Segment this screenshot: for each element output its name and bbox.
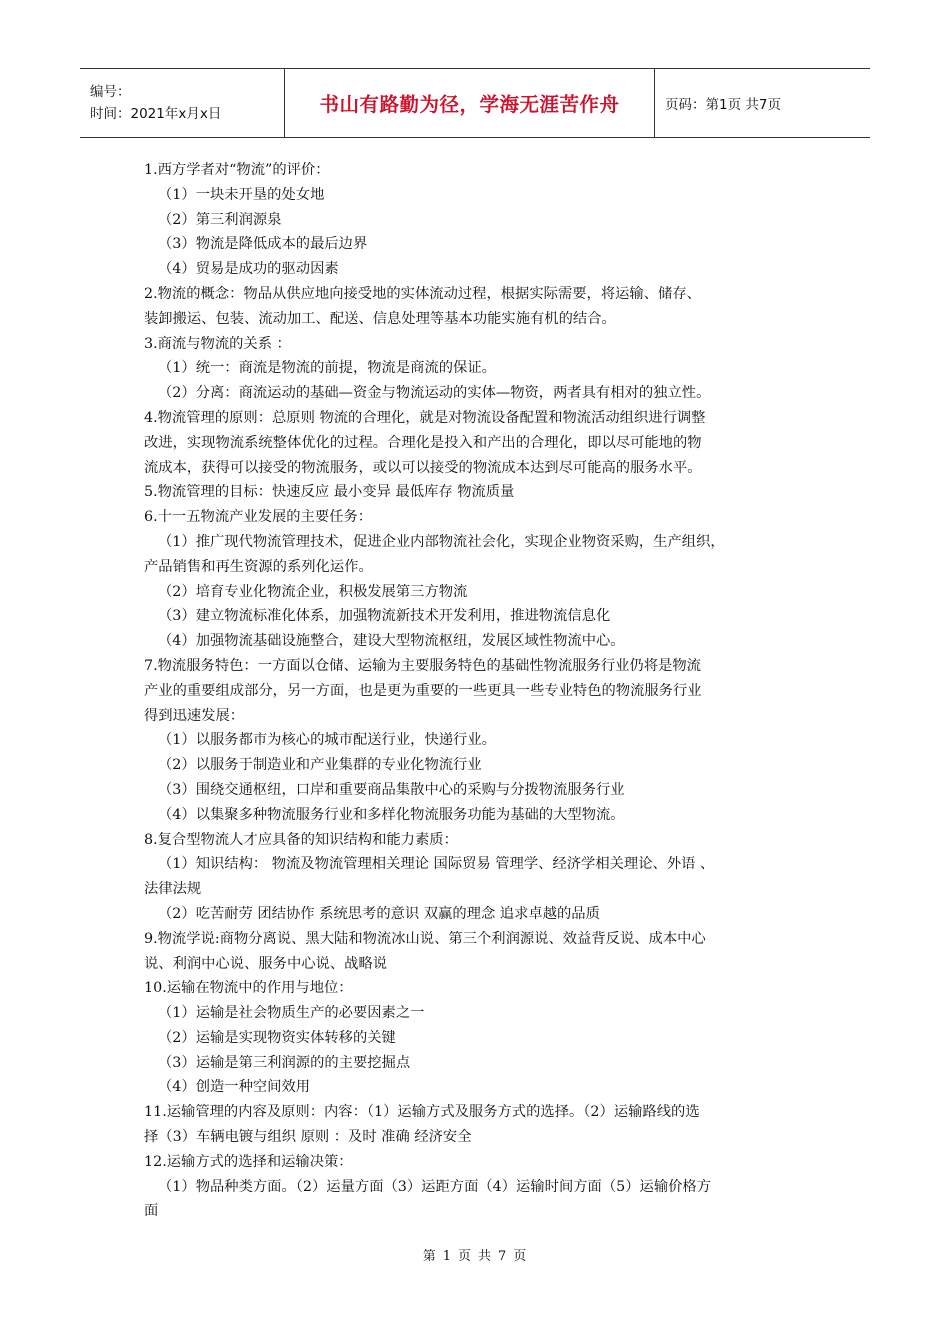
list-item: （1）以服务都市为核心的城市配送行业，快递行业。 [158, 732, 496, 749]
list-item: （2）培育专业化物流企业，积极发展第三方物流 [158, 583, 468, 600]
text-line: 4.物流管理的原则：总原则 物流的合理化，就是对物流设备配置和物流活动组织进行调整 [144, 409, 706, 426]
list-item: （1）物品种类方面。（2）运量方面（3）运距方面（4）运输时间方面（5）运输价格方 [158, 1178, 712, 1195]
page-header [80, 68, 870, 138]
footer-page-number: 1 [442, 1249, 452, 1264]
page-footer [0, 1245, 950, 1264]
text-line: 3.商流与物流的关系 ： [144, 335, 291, 352]
list-item: （2）第三利润源泉 [158, 211, 282, 228]
list-item: （2）以服务于制造业和产业集群的专业化物流行业 [158, 757, 482, 774]
list-item: （2）运输是实现物资实体转移的关键 [158, 1029, 396, 1046]
text-line: 7.物流服务特色：一方面以仓储、运输为主要服务特色的基础性物流服务行业仍将是物流 [144, 657, 701, 674]
list-item: （2）分离：商流运动的基础—资金与物流运动的实体—物资，两者具有相对的独立性。 [158, 385, 711, 402]
text-line: 8.复合型物流人才应具备的知识结构和能力素质： [144, 831, 458, 848]
text-line: 说、利润中心说、服务中心说、战略说 [144, 955, 388, 972]
header-meta [80, 69, 285, 137]
motto: 书山有路勤为径，学海无涯苦作舟 [319, 93, 620, 116]
text-line: 得到迅速发展： [144, 707, 245, 724]
list-item: （1）一块未开垦的处女地 [158, 186, 325, 203]
text-line: 装卸搬运、包装、流动加工、配送、信息处理等基本功能实施有机的结合。 [144, 310, 616, 327]
header-page-info-cell [655, 69, 870, 137]
list-item: （3）围绕交通枢纽，口岸和重要商品集散中心的采购与分拨物流服务行业 [158, 781, 625, 798]
code-label: 编号： [90, 84, 131, 100]
list-item: （4）以集聚多种物流服务行业和多样化物流服务功能为基础的大型物流。 [158, 806, 625, 823]
text-line: 流成本，获得可以接受的物流服务，或以可以接受的物流成本达到尽可能高的服务水平。 [144, 459, 702, 476]
list-item: （4）加强物流基础设施整合，建设大型物流枢纽，发展区域性物流中心。 [158, 633, 625, 650]
page-info: 页码：第1页 共7页 [665, 97, 781, 113]
text-line: 1.西方学者对“物流”的评价： [144, 162, 330, 178]
text-line: 11.运输管理的内容及原则：内容：（1）运输方式及服务方式的选择。（2）运输路线的选 [144, 1104, 700, 1121]
text-line: 2.物流的概念：物品从供应地向接受地的实体流动过程，根据实际需要，将运输、储存、 [144, 285, 701, 302]
footer-label-gong: 共 [478, 1249, 493, 1264]
list-item: （4）贸易是成功的驱动因素 [158, 261, 339, 278]
list-item: （2）吃苦耐劳 团结协作 系统思考的意识 双赢的理念 追求卓越的品质 [158, 905, 600, 922]
list-item: （1）运输是社会物质生产的必要因素之一 [158, 1005, 425, 1022]
footer-label-ye2: 页 [513, 1249, 528, 1264]
text-line: 改进，实现物流系统整体优化的过程。合理化是投入和产出的合理化，即以尽可能地的物 [144, 434, 702, 451]
text-line: 产品销售和再生资源的系列化运作。 [144, 558, 373, 575]
text-line: 6.十一五物流产业发展的主要任务： [144, 509, 373, 526]
list-item: （3）建立物流标准化体系，加强物流新技术开发利用，推进物流信息化 [158, 608, 611, 625]
text-line: 10.运输在物流中的作用与地位： [144, 980, 353, 997]
text-line: 择（3）车辆电镀与组织 原则 ：及时 准确 经济安全 [144, 1129, 472, 1146]
list-item: （4）创造一种空间效用 [158, 1079, 311, 1096]
list-item: （1）统一：商流是物流的前提，物流是商流的保证。 [158, 360, 496, 377]
list-item: （3）物流是降低成本的最后边界 [158, 236, 368, 253]
text-line: 产业的重要组成部分，另一方面，也是更为重要的一些更具一些专业特色的物流服务行业 [144, 682, 702, 699]
text-line: 面 [144, 1203, 159, 1220]
footer-label-ye: 页 [457, 1249, 472, 1264]
text-line: 9.物流学说:商物分离说、黑大陆和物流冰山说、第三个利润源说、效益背反说、成本中心 [144, 930, 706, 947]
text-line: 12.运输方式的选择和运输决策： [144, 1153, 353, 1170]
time-label: 时间：2021年x月x日 [90, 106, 222, 122]
document-body [144, 158, 814, 1224]
header-motto-cell [285, 69, 655, 137]
footer-label-di: 第 [422, 1249, 437, 1264]
text-line: 5.物流管理的目标：快速反应 最小变异 最低库存 物流质量 [144, 484, 515, 501]
footer-total-pages: 7 [498, 1249, 508, 1264]
list-item: （3）运输是第三利润源的的主要挖掘点 [158, 1054, 411, 1071]
list-item: （1）推广现代物流管理技术，促进企业内部物流社会化，实现企业物资采购，生产组织， [158, 533, 725, 550]
list-item: （1）知识结构： 物流及物流管理相关理论 国际贸易 管理学、经济学相关理论、外语 、 [158, 856, 715, 873]
text-line: 法律法规 [144, 881, 202, 898]
